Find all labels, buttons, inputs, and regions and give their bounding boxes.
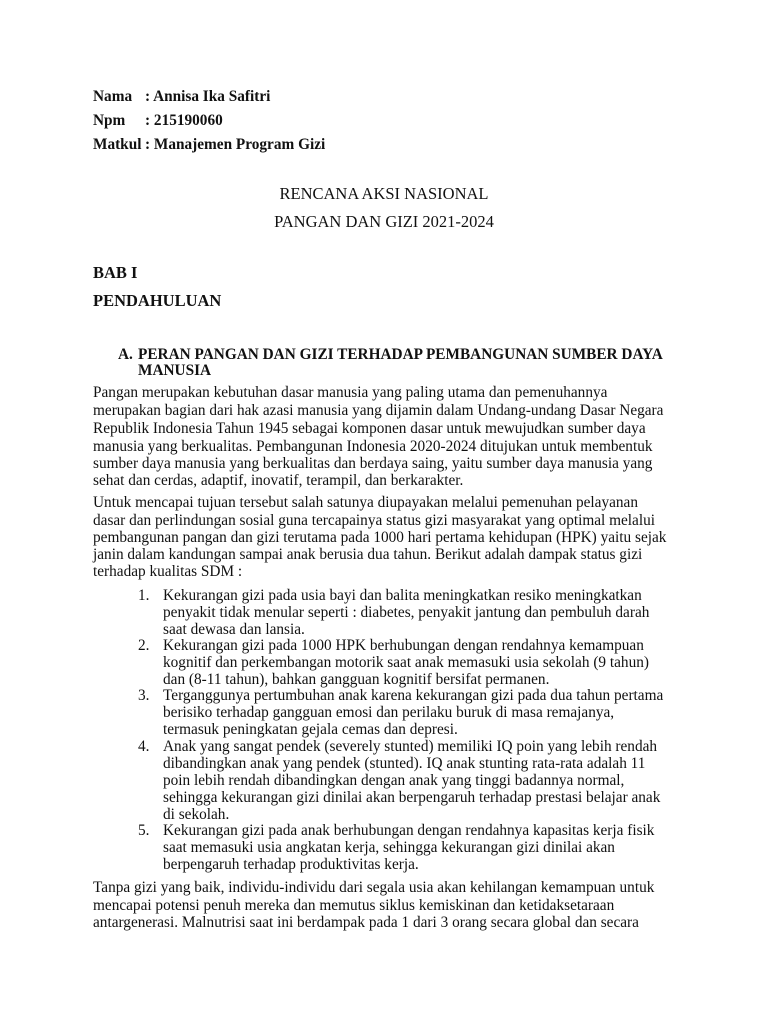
list-item-line: termasuk peningkatan gejala cemas dan depresi. [163,721,458,738]
npm-value: : 215190060 [145,112,223,129]
list-item-number: 5. [138,822,150,839]
paragraph-line: Republik Indonesia Tahun 1945 sebagai komponen dasar untuk mewujudkan sumber daya [93,420,646,437]
list-item-line: saat dewasa dan lansia. [163,621,305,638]
list-item-line: Kekurangan gizi pada 1000 HPK berhubungan dengan rendahnya kemampuan [163,637,644,654]
paragraph-line: sumber daya manusia yang berkualitas dan berdaya saing, yaitu sumber daya manusia yang [93,455,653,472]
paragraph-line: mencapai potensi penuh mereka dan memutus siklus kemiskinan dan ketidaksetaraan [93,897,615,914]
list-item-number: 3. [138,687,150,704]
list-item-line: dibandingkan anak yang pendek (stunted). IQ anak stunting rata-rata adalah 11 [163,755,646,772]
paragraph-line: janin dalam kandungan sampai anak berusia dua tahun. Berikut adalah dampak status gizi [93,546,643,563]
list-item-line: penyakit tidak menular seperti : diabetes, penyakit jantung dan pembuluh darah [163,604,650,621]
list-item-line: berisiko terhadap gangguan emosi dan perilaku buruk di masa remajanya, [163,704,615,721]
course-value: : Manajemen Program Gizi [145,136,326,153]
document-title-line-2: PANGAN DAN GIZI 2021-2024 [274,212,494,231]
list-item-line: Kekurangan gizi pada anak berhubungan dengan rendahnya kapasitas kerja fisik [163,822,655,839]
paragraph-line: Pangan merupakan kebutuhan dasar manusia yang paling utama dan pemenuhannya [93,384,608,401]
npm-label: Npm [93,112,126,129]
section-heading-line-2: MANUSIA [138,362,212,379]
course-label: Matkul [93,136,142,153]
paragraph-line: dasar dan perlindungan sosial guna tercapainya status gizi masyarakat yang optimal melalui [93,512,655,529]
list-item-line: saat memasuki usia angkatan kerja, sehingga kekurangan gizi dinilai akan [163,839,615,856]
paragraph-line: sehat dan cerdas, adaptif, inovatif, terampil, dan berkarakter. [93,472,464,489]
list-item-line: kognitif dan perkembangan motorik saat anak memasuki usia sekolah (9 tahun) [163,654,649,671]
list-item-line: dan (8-11 tahun), bahkan gangguan kognitif bersifat permanen. [163,671,550,688]
list-item-line: poin lebih rendah dibandingkan dengan anak yang tinggi badannya normal, [163,772,625,789]
list-item-line: sehingga kekurangan gizi dinilai akan berpengaruh terhadap prestasi belajar anak [163,789,661,806]
chapter-title: PENDAHULUAN [93,291,222,310]
list-item-line: Kekurangan gizi pada usia bayi dan balita meningkatkan resiko meningkatkan [163,587,642,604]
name-value: : Annisa Ika Safitri [145,88,271,105]
paragraph-line: Untuk mencapai tujuan tersebut salah satunya diupayakan melalui pemenuhan pelayanan [93,494,638,511]
chapter-number: BAB I [93,263,138,282]
list-item-number: 1. [138,587,150,604]
paragraph-line: pembangunan pangan dan gizi terutama pada 1000 hari pertama kehidupan (HPK) yaitu sejak [93,529,667,546]
document-title-line-1: RENCANA AKSI NASIONAL [279,184,489,203]
paragraph-line: antargenerasi. Malnutrisi saat ini berdampak pada 1 dari 3 orang secara global dan secara [93,914,639,931]
list-item-line: Terganggunya pertumbuhan anak karena kekurangan gizi pada dua tahun pertama [163,687,664,704]
section-heading-line-1: PERAN PANGAN DAN GIZI TERHADAP PEMBANGUNAN SUMBER DAYA [138,346,663,363]
paragraph-line: manusia yang berkualitas. Pembangunan Indonesia 2020-2024 ditujukan untuk membentuk [93,438,653,455]
section-marker: A. [118,346,133,363]
name-label: Nama [93,88,133,105]
list-item-line: berpengaruh terhadap produktivitas kerja. [163,856,419,873]
paragraph-line: merupakan bagian dari hak azasi manusia yang dijamin dalam Undang-undang Dasar Negara [93,402,664,419]
list-item-line: Anak yang sangat pendek (severely stunted) memiliki IQ poin yang lebih rendah [163,738,658,755]
list-item-number: 2. [138,637,150,654]
list-item-number: 4. [138,738,150,755]
paragraph-line: terhadap kualitas SDM : [93,563,243,580]
paragraph-line: Tanpa gizi yang baik, individu-individu dari segala usia akan kehilangan kemampuan untuk [93,879,655,896]
list-item-line: di sekolah. [163,806,230,823]
